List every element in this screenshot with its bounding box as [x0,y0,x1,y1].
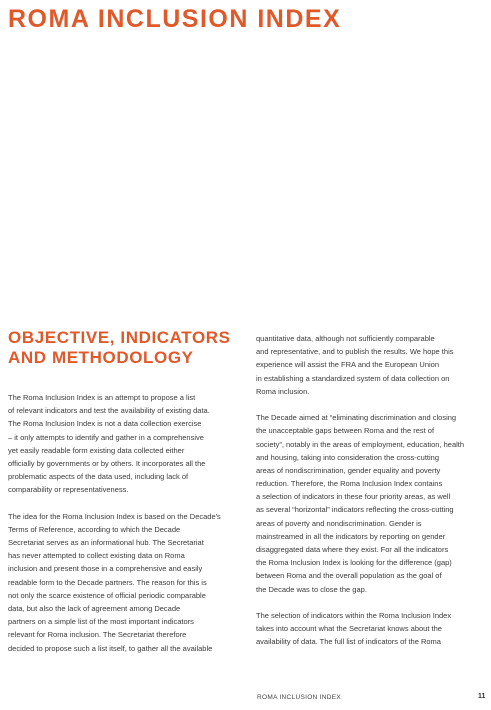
text-line: data, but also the lack of agreement among Decade [8,604,181,613]
paragraph [8,510,242,655]
text-line: in establishing a standardized system of data collection on [256,373,450,383]
page-number: 11 [478,693,486,700]
text-line: officially by governments or by others. It incorporates all the [8,458,206,468]
paragraph-gap [8,497,242,510]
text-line: as several “horizontal” indicators reflecting the cross-cutting [256,505,454,515]
text-line: Roma inclusion. [256,386,310,396]
text-line: problematic aspects of the data used, including lack of [8,472,189,482]
text-line: areas of poverty and nondiscrimination. Gender is [256,518,422,528]
text-line: partners on a simple list of the most important indicators [8,617,194,627]
footer-running-title: ROMA INCLUSION INDEX [257,694,342,701]
text-line: yet easily readable form existing data collected either [8,445,185,455]
text-line: The Decade aimed at “eliminating discrimination and closing [256,413,457,423]
text-line: decided to propose such a list itself, to gather all the available [8,643,213,653]
text-line: readable form to the Decade partners. The reason for this is [8,577,207,587]
text-line: experience will assist the FRA and the European Union [256,360,440,370]
paragraph [256,609,491,649]
paragraph [8,391,242,497]
text-line: The selection of indicators within the Roma Inclusion Index [256,610,452,620]
left-text-column [8,391,242,655]
right-text-column [256,332,491,649]
text-line: The idea for the Roma Inclusion Index is based on the Decade's [8,511,221,521]
text-line: the unacceptable gaps between Roma and the rest of [256,426,435,436]
section-heading: OBJECTIVE, INDICATORS AND METHODOLOGY [8,328,231,367]
text-line: a selection of indicators in these four priority areas, as well [256,492,451,502]
text-line: Terms of Reference, according to which the Decade [8,524,181,534]
text-line: society”, notably in the areas of employment, education, health [256,439,465,449]
text-line: the Decade was to close the gap. [256,584,367,594]
text-line: takes into account what the Secretariat knows about the [256,624,442,634]
text-line: not only the scarce existence of official periodic comparable [8,590,206,600]
text-line: between Roma and the overall population as the goal of [256,571,442,581]
text-line: inclusion and present those in a comprehensive and easily [8,564,203,574]
paragraph [256,411,491,596]
text-line: the Roma Inclusion Index is looking for the difference (gap) [256,558,452,568]
text-line: relevant for Roma inclusion. The Secretariat therefore [8,630,187,640]
text-line: comparability or representativeness. [8,485,129,495]
text-line: The Roma Inclusion Index is not a data collection exercise [8,419,202,429]
text-line: reduction. Therefore, the Roma Inclusion Index contains [256,479,443,489]
text-line: has never attempted to collect existing data on Roma [8,551,185,561]
text-line: and representative, and to publish the results. We hope this [256,347,454,357]
paragraph-gap [256,398,491,411]
text-line: – it only attempts to identify and gather in a comprehensive [8,432,204,442]
paragraph-gap [256,596,491,609]
text-line: of relevant indicators and test the availability of existing data. [8,406,210,416]
text-line: disaggregated data where they exist. For all the indicators [256,545,449,554]
text-line: mainstreamed in all the indicators by reporting on gender [256,531,446,541]
text-line: quantitative data, although not sufficiently comparable [256,334,435,343]
text-line: availability of data. The full list of indicators of the Roma [256,637,441,647]
text-line: and housing, taking into consideration the cross-cutting [256,452,440,462]
document-title: ROMA INCLUSION INDEX [8,5,342,33]
paragraph [256,332,491,398]
text-line: Secretariat serves as an informational hub. The Secretariat [8,538,204,548]
text-line: The Roma Inclusion Index is an attempt to propose a list [8,393,196,402]
text-line: areas of nondiscrimination, gender equality and poverty [256,465,441,475]
